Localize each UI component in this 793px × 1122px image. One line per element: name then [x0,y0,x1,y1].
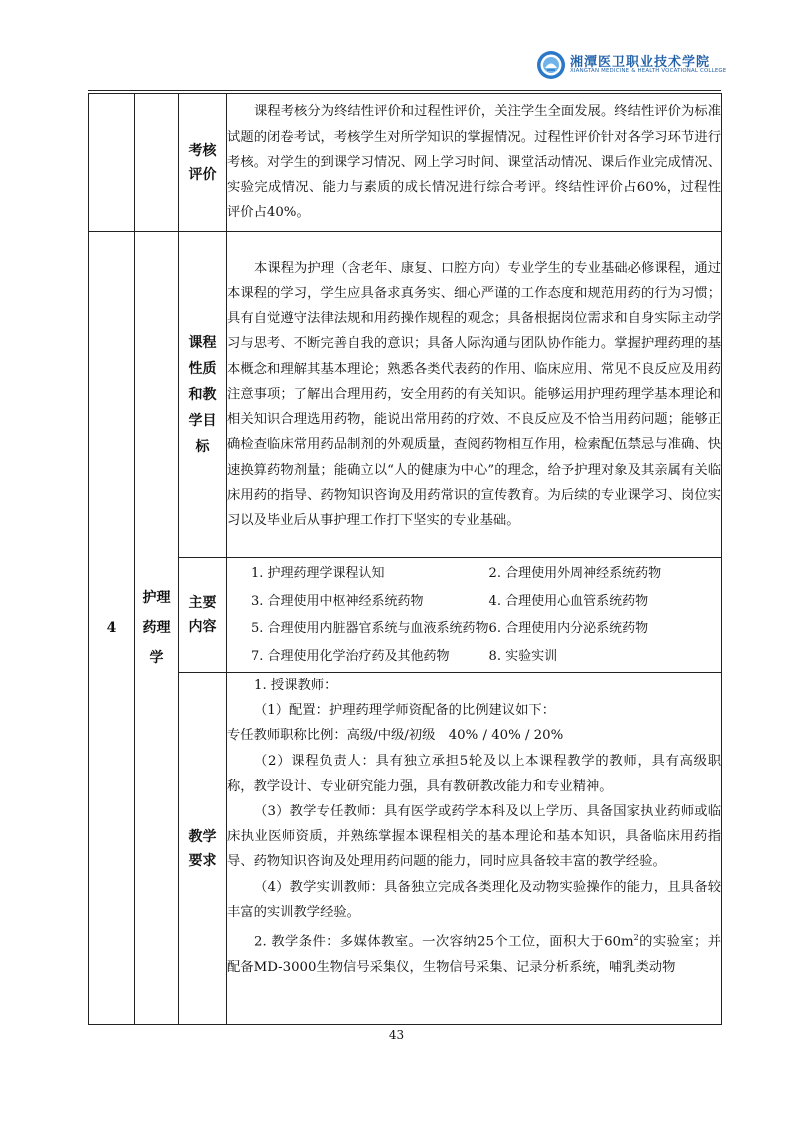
college-emblem-icon [536,50,566,80]
topic-item: 5. 合理使用内脏器官系统与血液系统药物 [251,621,489,636]
number-cell-empty-top [89,94,135,232]
requirements-text [227,673,722,1025]
college-name-en: XIANGTAN MEDICINE & HEALTH VOCATIONAL COLLEGE [570,68,727,74]
topic-item: 6. 合理使用内分泌系统药物 [488,621,649,636]
topic-item: 8. 实验实训 [488,648,558,664]
name-cell-empty-top [135,94,179,232]
requirements-row [89,673,722,1025]
goals-label: 课程 性质 和教 学目 标 [179,232,227,558]
teacher-config: （1）配置：护理药理学师资配备的比例建议如下： [254,703,555,719]
course-name: 护理 药理 学 [135,232,179,1025]
requirements-label: 教学 要求 [179,673,227,1025]
topic-item: 1. 护理药理学课程认知 [251,566,385,581]
college-name-cn: 湘潭医卫职业技术学院 [570,55,711,70]
topic-item: 3. 合理使用中枢神经系统药物 [251,593,424,609]
fulltime-teacher-requirement: （3）教学专任教师：具有医学或药学本科及以上学历、具备国家执业药师或临床执业医师资质，并熟练掌握本课程相关的基本理论和基本知识，具备临床用药指导、药物知识咨询及处理用药问题的能力，同时应具备较丰富的教学经验。 [227,804,721,870]
assessment-row [89,94,722,232]
assessment-label: 考核 评价 [179,94,227,232]
content-topics [227,558,722,673]
course-number: 4 [89,232,135,1025]
topic-item: 7. 合理使用化学治疗药及其他药物 [251,648,450,664]
teachers-heading: 1. 授课教师： [254,678,338,693]
goals-text: 本课程为护理（含老年、康复、口腔方向）专业学生的专业基础必修课程，通过本课程的学习，学生应具备求真务实、细心严谨的工作态度和规范用药的行为习惯；具有自觉遵守法律法规和用药操作规程的观念；具备根据岗位需求和自身实际主动学习与思考、不断完善自我的意识；具备人际沟通与团队协作能力。掌握护理药理的基本概念和理解其基本理论；熟悉各类代表药的作用、临床应用、常见不良反应及用药注意事项；了解出合理用药，安全用药的有关知识。能够运用护理药理学基本理论和相关知识合理选用药物，能说出常用药的疗效、不良反应及不恰当用药问题；能够正确检查临床常用药品制剂的外观质量，查阅药物相互作用，检索配伍禁忌与准确、快速换算药物剂量；能确立以“人的健康为中心”的理念，给予护理对象及其亲属有关临床用药的指导、药物知识咨询及用药常识的宣传教育。为后续的专业课学习、岗位实习以及毕业后从事护理工作打下坚实的专业基础。 [227,232,722,558]
topic-item: 4. 合理使用心血管系统药物 [488,593,649,609]
assessment-text: 课程考核分为终结性评价和过程性评价，关注学生全面发展。终结性评价为标准试题的闭卷考试，考核学生对所学知识的掌握情况。过程性评价针对各学习环节进行考核。对学生的到课学习情况、网上学习时间、课堂活动情况、课后作业完成情况、实验完成情况、能力与素质的成长情况进行综合考评。终结性评价占60%，过程性评价占40%。 [227,94,722,232]
college-logo [536,50,736,80]
practical-teacher-requirement: （4）教学实训教师：具备独立完成各类理化及动物实验操作的能力，且具备较丰富的实训教学经验。 [227,879,721,920]
content-row [89,558,722,673]
teacher-ratio: 专任教师职称比例：高级/中级/初级 40% / 40% / 20% [227,728,564,744]
content-label: 主要 内容 [179,558,227,673]
goals-row [89,232,722,558]
course-leader-requirement: （2）课程负责人：具有独立承担5轮及以上本课程教学的教师，具有高级职称，教学设计、专业研究能力强，具有教研教改能力和专业精神。 [227,753,721,794]
topic-item: 2. 合理使用外周神经系统药物 [488,566,662,581]
header-rule [88,90,721,91]
teaching-conditions: 2. 教学条件：多媒体教室。一次容纳25个工位，面积大于$60m^2$的实验室；并配备MD-3000生物信号采集仪，生物信号采集、记录分析系统，哺乳类动物 [227,933,722,975]
page-number: 43 [388,1028,405,1042]
course-table [88,93,722,1025]
